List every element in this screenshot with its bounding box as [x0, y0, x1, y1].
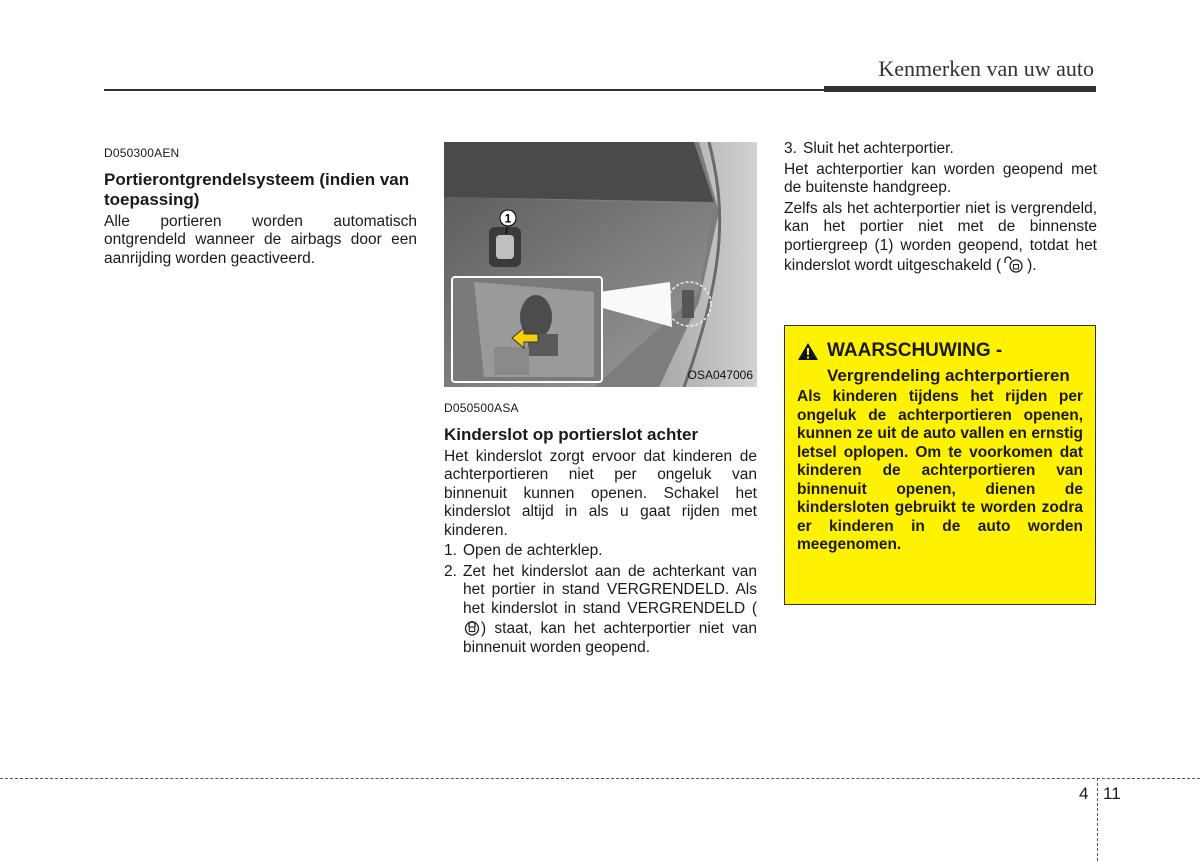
section-paragraph: Het kinderslot zorgt ervoor dat kinderen de achterportieren niet per ongeluk van binnenuit kunnen openen. Schakel het kinderslot altijd in als u gaat rijden met kinderen.	[444, 447, 757, 539]
warning-subtitle: Vergrendeling achterportieren	[827, 366, 1070, 385]
section-code: D050500ASA	[444, 401, 519, 415]
step-text	[463, 563, 757, 658]
unlock-icon	[1001, 255, 1027, 273]
footer-divider	[0, 778, 1200, 779]
section-paragraph: Alle portieren worden automatisch ontgrendeld wanneer de airbags door een aanrijding worden geactiveerd.	[104, 212, 417, 267]
step-number: 2.	[444, 562, 457, 580]
step-item	[444, 563, 757, 658]
figure-caption: OSA047006	[687, 367, 753, 382]
chapter-number: 4	[1079, 784, 1089, 803]
warning-body: Als kinderen tijdens het rijden per ongeluk de achterportieren openen, kunnen ze uit de auto vallen en ernstig letsel oplopen. Om te voorkomen dat kinderen de achterportieren van binnenuit openen, dienen de kindersloten gebruikt te worden zodra er kinderen in de auto worden meegenomen.	[797, 388, 1083, 553]
warning-title-row	[797, 340, 1083, 366]
header-rule	[104, 89, 824, 91]
footer-vertical-divider	[1097, 778, 1098, 861]
column-right	[784, 140, 1097, 278]
section-heading: Portierontgrendelsysteem (indien van toepassing)	[104, 169, 410, 209]
section-code: D050300AEN	[104, 146, 180, 160]
warning-title: WAARSCHUWING -	[827, 340, 1003, 361]
header-title: Kenmerken van uw auto	[878, 56, 1094, 81]
step-number: 3.	[784, 140, 797, 157]
column-middle	[444, 142, 757, 659]
paragraph-part: Zelfs als het achterportier niet is vergrendeld, kan het portier niet met de binnenste portiergreep (1) worden geopend, totdat het kinderslot wordt uitgeschakeld (	[784, 199, 1097, 274]
section-paragraph: Het achterportier kan worden geopend met de buitenste handgreep.	[784, 160, 1097, 196]
warning-box	[784, 325, 1096, 605]
header-rule-bold	[824, 86, 1096, 92]
warning-triangle-icon	[797, 340, 827, 366]
door-illustration-svg	[444, 142, 757, 387]
paragraph-part: ).	[1027, 257, 1037, 274]
section-heading: Kinderslot op portierslot achter	[444, 424, 699, 444]
column-left	[104, 144, 417, 270]
door-illustration	[444, 142, 757, 387]
step-number: 1.	[444, 542, 457, 559]
step-text: Sluit het achterportier.	[803, 140, 954, 157]
step-text: Open de achterklep.	[463, 542, 603, 559]
page-number: 11	[1103, 784, 1121, 803]
step-text-part: Zet het kinderslot aan de achterkant van het portier in stand VERGRENDELD. Als het kinderslot in stand VERGRENDELD (	[463, 562, 757, 617]
step-item	[444, 542, 757, 561]
step-item	[784, 140, 1097, 159]
section-paragraph	[784, 200, 1097, 276]
lock-icon	[463, 618, 481, 636]
callout-number: 1	[504, 211, 512, 226]
step-text-part: ) staat, kan het achterportier niet van binnenuit worden geopend.	[463, 620, 757, 656]
